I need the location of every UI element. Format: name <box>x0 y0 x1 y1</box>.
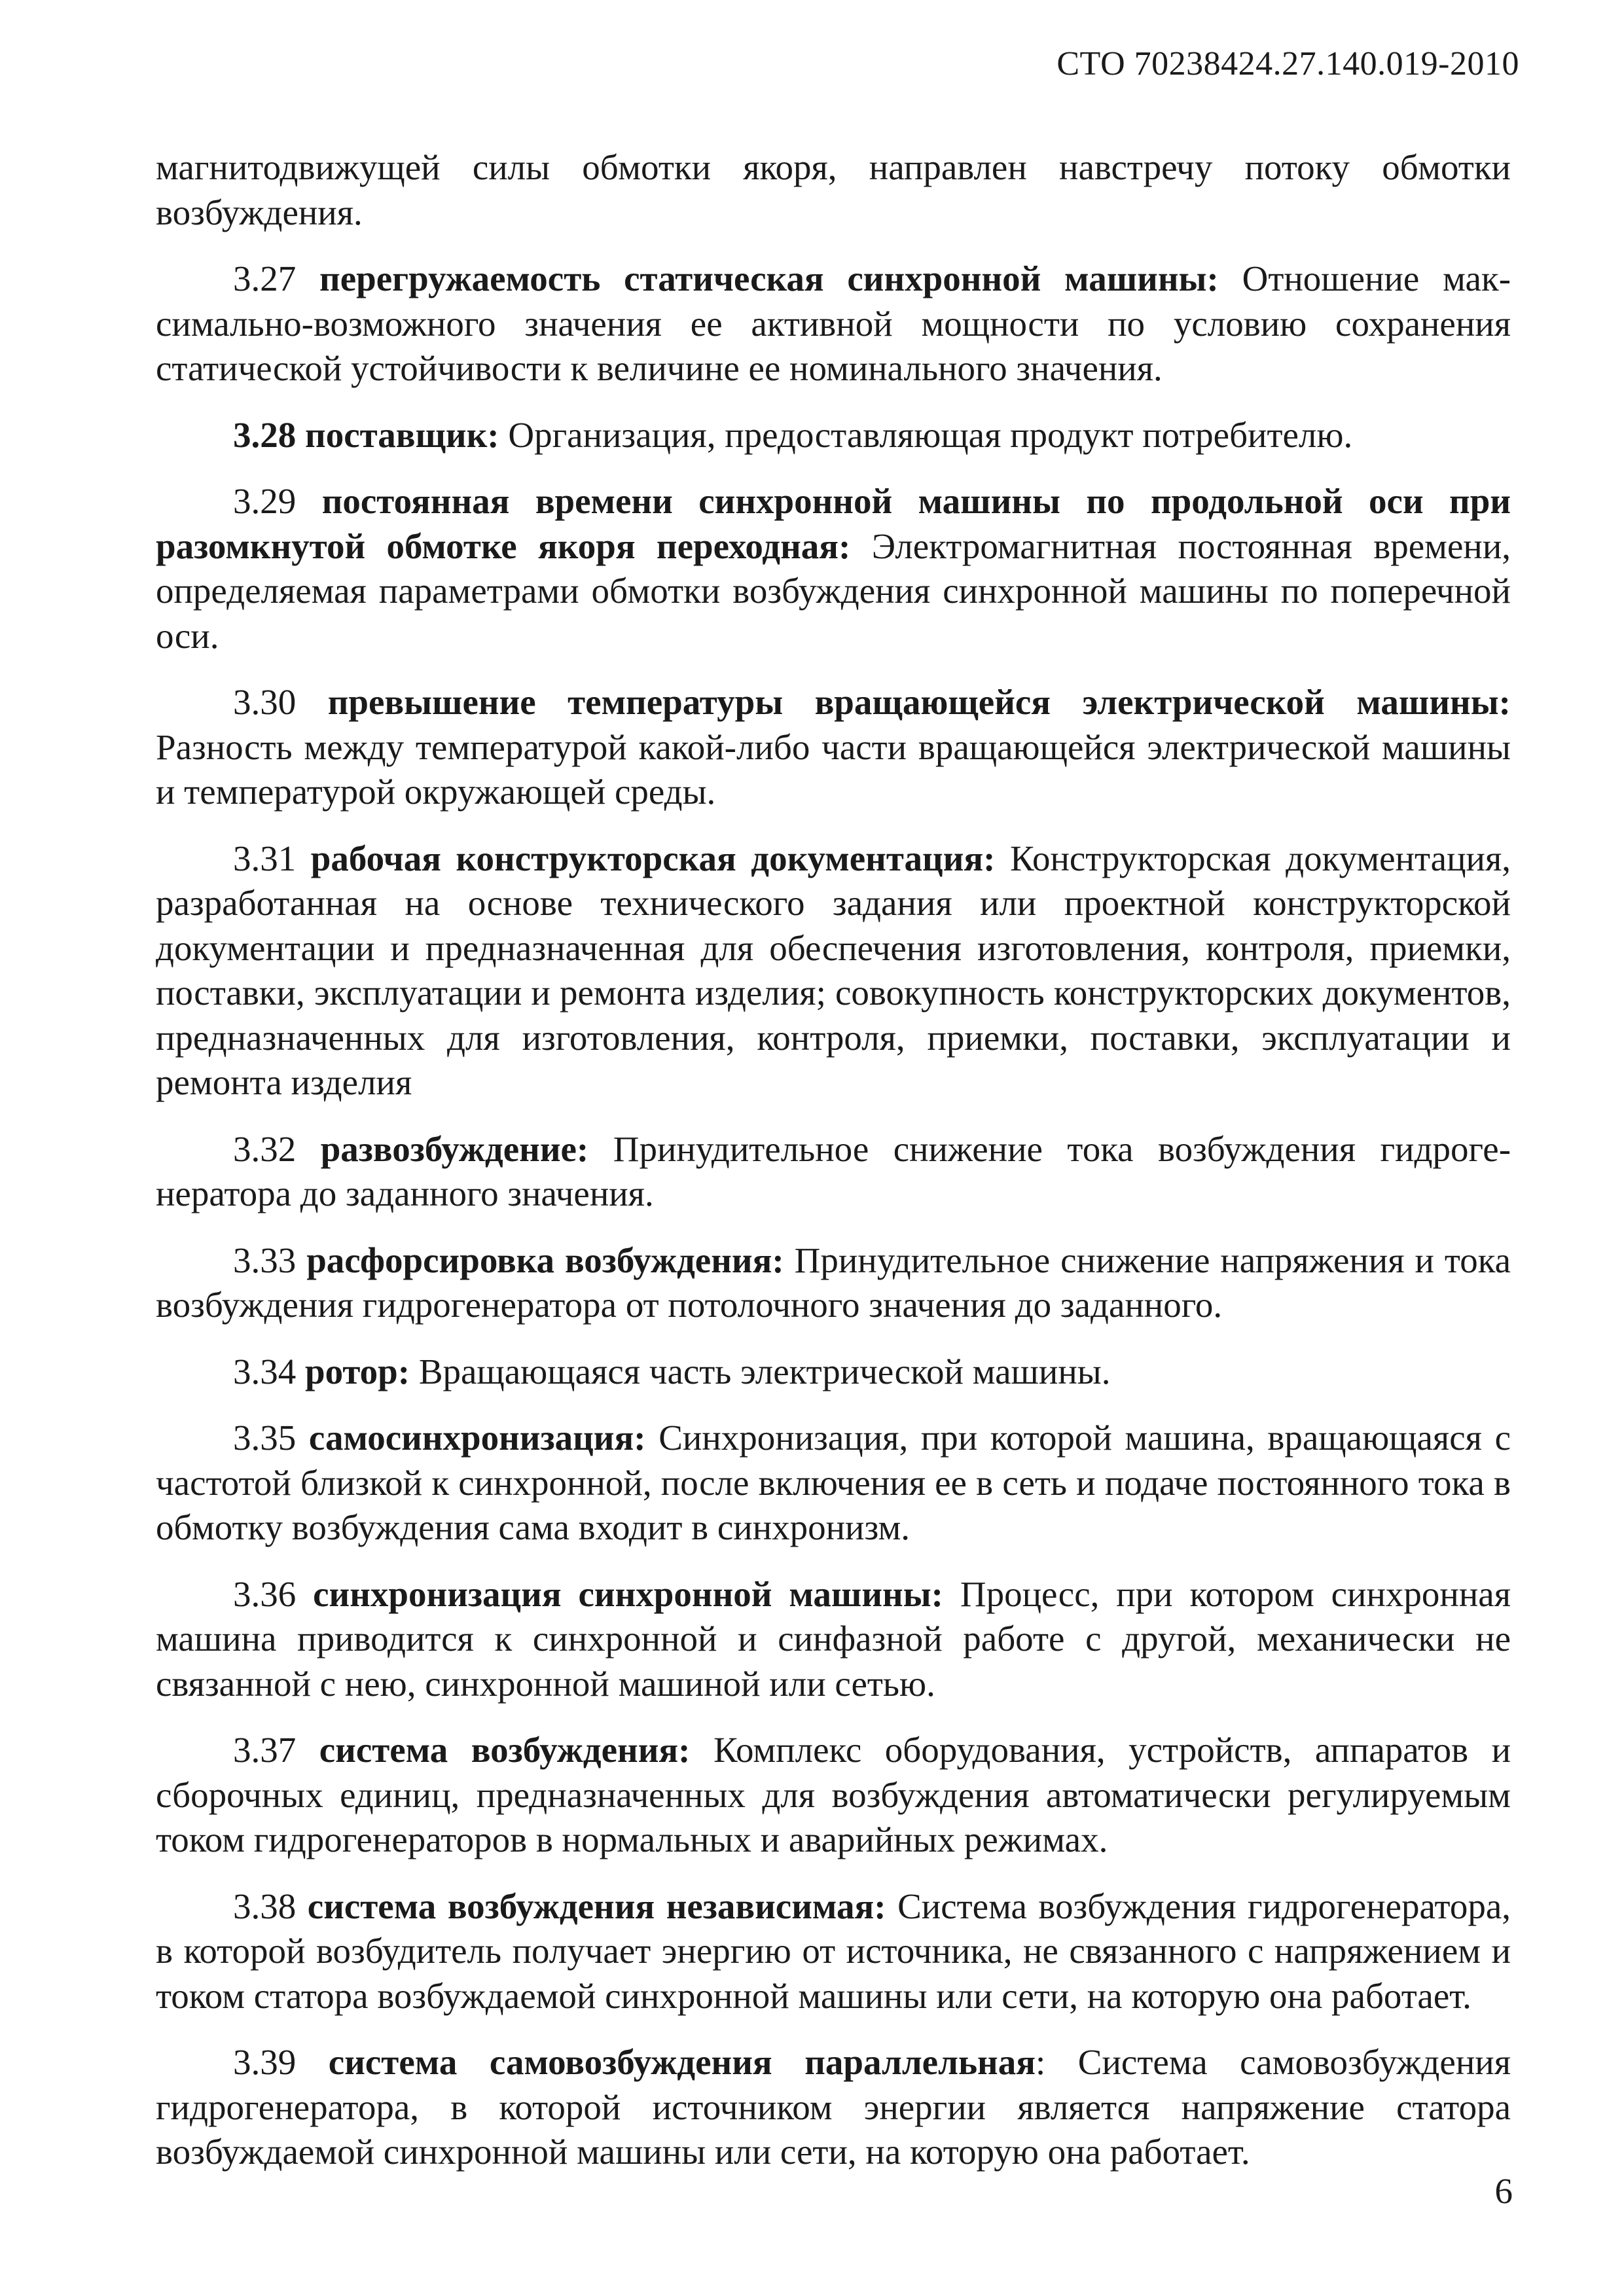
definition-entry-3-38 <box>156 1884 1511 2019</box>
entry-definition: : Система самовозбуждения гидрогенератора, в которой источником энергии является напряжение статора возбуждаемой синхронной машины или сети, на которую она работает. <box>156 2042 1511 2172</box>
entry-definition: Система возбуждения гидрогенератора, в которой возбудитель получает энергию от источника, не связанного с напряжением и током статора возбуждаемой синхронной машины или сети, на которую она работает. <box>156 1886 1511 2016</box>
entry-definition: Принудительное снижение тока возбуждения гидрогенератора до заданного значения. <box>156 1128 1511 1213</box>
definition-entry-3-33 <box>156 1238 1511 1328</box>
entry-number: 3.32 <box>233 1128 297 1169</box>
entry-definition: Конструкторская документация, разработанная на основе технического задания или проектной конструкторской документации и предназначенная для обеспечения изготовления, контроля, приемки, поставки, эксплуатации и ремонта изделия; совокупность конструкторских документов, предназначенных для изготовления, контроля, приемки, поставки, эксплуатации и ремонта изделия <box>156 838 1511 1102</box>
entry-number: 3.27 <box>233 259 297 298</box>
entry-term: синхронизация синхронной машины: <box>313 1573 943 1614</box>
entry-definition: Процесс, при котором синхронная машина приводится к синхронной и синфазной работе с другой, механически не связанной с нею, синхронной машиной или сетью. <box>156 1573 1511 1704</box>
entry-term: расфорсировка возбуждения: <box>306 1240 784 1280</box>
entry-definition: Организация, предоставляющая продукт потребителю. <box>508 414 1353 455</box>
entry-number: 3.35 <box>233 1418 297 1458</box>
definition-entry-3-36 <box>156 1572 1511 1707</box>
entry-number: 3.29 <box>233 481 297 521</box>
entry-number: 3.34 <box>233 1351 297 1391</box>
entry-number: 3.33 <box>233 1240 297 1280</box>
entry-definition: Принудительное снижение напряжения и тока возбуждения гидрогенератора от потолочного значения до заданного. <box>156 1240 1511 1325</box>
definition-entry-3-37 <box>156 1728 1511 1863</box>
entry-term: превышение температуры вращающейся электрической машины: <box>327 682 1511 722</box>
entry-definition: Разность между температурой какой-либо части вращающейся электрической машины и температурой окружающей среды. <box>156 726 1511 812</box>
entry-term: система самовозбуждения параллельная <box>328 2042 1036 2082</box>
entry-term: система возбуждения независимая: <box>307 1886 886 1926</box>
entry-number: 3.38 <box>233 1886 297 1926</box>
continuation-paragraph: магнитодвижущей силы обмотки якоря, направлен навстречу потоку обмотки возбуждения. <box>156 147 1511 232</box>
entry-term: система возбуждения: <box>319 1730 691 1770</box>
entry-number: 3.31 <box>233 838 297 878</box>
entry-definition: Электромагнитная постоянная времени, определяемая параметрами обмотки возбуждения синхронной машины по поперечной оси. <box>156 526 1511 656</box>
definition-entry-3-28 <box>156 413 1511 458</box>
entry-term: постоянная времени синхронной машины по продольной оси при разомкнутой обмотке якоря переходная: <box>156 481 1511 566</box>
definition-entry-3-29 <box>156 479 1511 658</box>
entry-term: поставщик: <box>305 414 499 455</box>
document-code: СТО 70238424.27.140.019-2010 <box>1056 45 1519 82</box>
page-number: 6 <box>1494 2171 1513 2211</box>
entry-number: 3.28 <box>233 414 297 455</box>
entry-number: 3.36 <box>233 1573 297 1614</box>
entry-term: развозбуждение: <box>320 1128 589 1169</box>
definition-entry-3-30 <box>156 680 1511 815</box>
definition-entry-3-27 <box>156 257 1511 391</box>
entry-definition: Комплекс оборудования, устройств, аппаратов и сборочных единиц, предназначенных для возбуждения автоматически регулируемым током гидрогенераторов в нормальных и аварийных режимах. <box>156 1730 1511 1859</box>
entry-number: 3.30 <box>233 682 297 722</box>
definition-entry-3-39 <box>156 2040 1511 2175</box>
definition-entry-3-31 <box>156 836 1511 1105</box>
entry-number: 3.37 <box>233 1730 297 1770</box>
entry-definition: Вращающаяся часть электрической машины. <box>418 1351 1111 1391</box>
definition-entry-3-32 <box>156 1127 1511 1217</box>
entry-term: перегружаемость статическая синхронной машины: <box>319 259 1219 298</box>
entry-term: самосинхронизация: <box>308 1418 646 1458</box>
definition-entry-3-34 <box>156 1350 1511 1395</box>
entry-term: рабочая конструкторская документация: <box>310 838 996 878</box>
entry-definition: Синхронизация, при которой машина, вращающаяся с частотой близкой к синхронной, после включения ее в сеть и подаче постоянного тока в обмотку возбуждения сама входит в синхронизм. <box>156 1418 1511 1547</box>
document-body <box>156 145 1511 2197</box>
entry-number: 3.39 <box>233 2042 297 2082</box>
definition-entry-3-35 <box>156 1416 1511 1551</box>
entry-definition: Отношение максимально-возможного значения ее активной мощности по условию сохранения статической устойчивости к величине ее номинального значения. <box>156 259 1511 388</box>
entry-term: ротор: <box>305 1351 410 1391</box>
